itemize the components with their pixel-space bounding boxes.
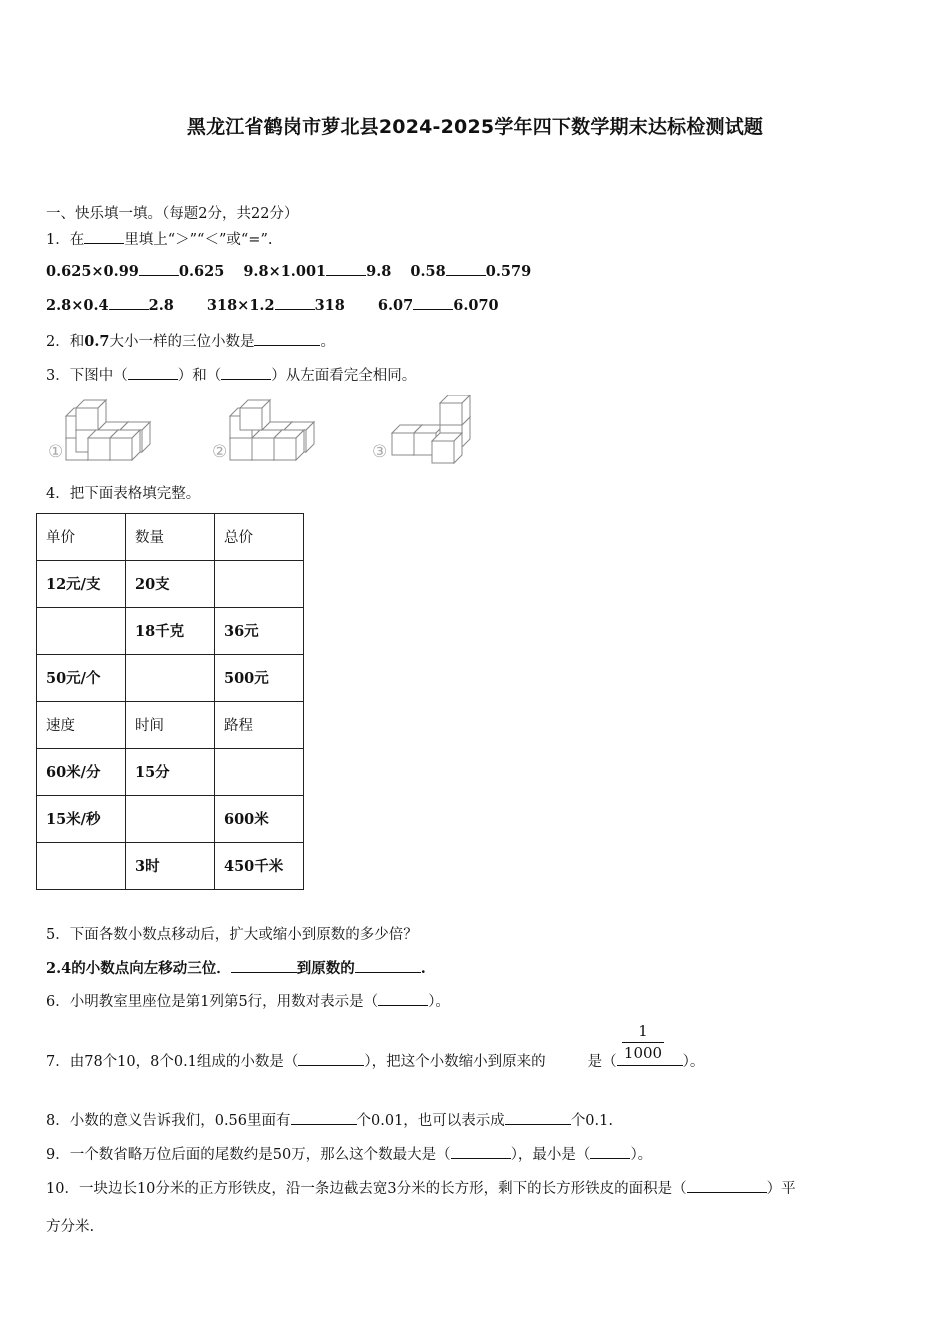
- table-cell: 3时: [126, 843, 215, 890]
- table-cell[interactable]: [37, 608, 126, 655]
- figure-2: [212, 400, 314, 462]
- section-heading: 一、快乐填一填。（每题2分，共22分）: [46, 206, 299, 222]
- table-cell: 18千克: [126, 608, 215, 655]
- question-7: 7．由78个10，8个0.1组成的小数是（ ），把这个小数缩小到原来的 是（ ）。: [46, 1054, 705, 1070]
- table-row: [37, 749, 304, 796]
- answer-blank[interactable]: [84, 230, 124, 244]
- answer-blank[interactable]: [355, 959, 421, 973]
- answer-blank[interactable]: [451, 1145, 511, 1159]
- answer-blank[interactable]: [687, 1179, 767, 1193]
- table-cell: 60米/分: [37, 749, 126, 796]
- question-10-cont: 方分米.: [46, 1219, 95, 1235]
- table-cell[interactable]: [126, 655, 215, 702]
- table-row: [37, 608, 304, 655]
- question-6: 6．小明教室里座位是第1列第5行，用数对表示是（ ）。: [46, 994, 450, 1010]
- table-cell: 数量: [126, 514, 215, 561]
- answer-blank[interactable]: [446, 262, 486, 276]
- figure-3: [372, 395, 470, 463]
- cube-figures: [40, 395, 490, 465]
- table-cell[interactable]: [37, 843, 126, 890]
- answer-blank[interactable]: [590, 1145, 630, 1159]
- answer-blank[interactable]: [378, 992, 428, 1006]
- table-cell: 单价: [37, 514, 126, 561]
- question-8: 8．小数的意义告诉我们，0.56里面有 个0.01，也可以表示成 个0.1.: [46, 1113, 613, 1129]
- answer-blank[interactable]: [291, 1111, 357, 1125]
- figure-1: [48, 400, 150, 462]
- table-cell: 50元/个: [37, 655, 126, 702]
- table-cell: 500元: [215, 655, 304, 702]
- question-5-part: 2.4的小数点向左移动三位． 到原数的 .: [46, 960, 426, 977]
- table-cell[interactable]: [215, 749, 304, 796]
- figure-label: ①: [48, 442, 64, 462]
- table-cell: 总价: [215, 514, 304, 561]
- fill-table: [36, 513, 304, 890]
- table-cell: 15米/秒: [37, 796, 126, 843]
- table-row: [37, 796, 304, 843]
- answer-blank[interactable]: [505, 1111, 571, 1125]
- compare-row-1: 0.625×0.99 0.625 9.8×1.001 9.8 0.58 0.579: [46, 263, 532, 280]
- compare-row-2: 2.8×0.4 2.8 318×1.2 318 6.07 6.070: [46, 297, 499, 314]
- answer-blank[interactable]: [254, 332, 320, 346]
- page-title: 黑龙江省鹤岗市萝北县2024-2025学年四下数学期末达标检测试题: [186, 116, 764, 138]
- table-cell: 450千米: [215, 843, 304, 890]
- question-4: 4．把下面表格填完整。: [46, 486, 201, 502]
- figure-label: ②: [212, 442, 228, 462]
- table-cell: 12元/支: [37, 561, 126, 608]
- answer-blank[interactable]: [275, 296, 315, 310]
- question-3: 3．下图中（ ）和（ ）从左面看完全相同。: [46, 368, 417, 384]
- table-row: [37, 514, 304, 561]
- answer-blank[interactable]: [139, 262, 179, 276]
- fraction-denominator: 1000: [623, 1044, 663, 1062]
- answer-blank[interactable]: [128, 366, 178, 380]
- answer-blank[interactable]: [298, 1052, 364, 1066]
- fraction-numerator: 1: [638, 1022, 648, 1040]
- fraction: [622, 1024, 664, 1061]
- question-10: 10．一块边长10分米的正方形铁皮，沿一条边截去宽3分米的长方形，剩下的长方形铁皮的面积是（ ）平: [46, 1181, 796, 1197]
- table-cell: 20支: [126, 561, 215, 608]
- answer-blank[interactable]: [413, 296, 453, 310]
- table-cell: 15分: [126, 749, 215, 796]
- table-cell: 速度: [37, 702, 126, 749]
- answer-blank[interactable]: [221, 366, 271, 380]
- figure-label: ③: [372, 442, 388, 462]
- question-1: 1．在 里填上“＞”“＜”或“=”.: [46, 232, 273, 248]
- table-cell[interactable]: [126, 796, 215, 843]
- answer-blank[interactable]: [231, 959, 297, 973]
- table-row: [37, 843, 304, 890]
- table-row: [37, 655, 304, 702]
- table-cell: 路程: [215, 702, 304, 749]
- question-2: 2．和0.7大小一样的三位小数是 。: [46, 333, 335, 350]
- answer-blank[interactable]: [109, 296, 149, 310]
- question-5: 5．下面各数小数点移动后，扩大或缩小到原数的多少倍？: [46, 927, 418, 943]
- question-9: 9．一个数省略万位后面的尾数约是50万，那么这个数最大是（ ），最小是（ ）。: [46, 1147, 653, 1163]
- table-row: [37, 561, 304, 608]
- table-cell[interactable]: [215, 561, 304, 608]
- table-row: [37, 702, 304, 749]
- table-cell: 600米: [215, 796, 304, 843]
- table-cell: 时间: [126, 702, 215, 749]
- answer-blank[interactable]: [326, 262, 366, 276]
- table-cell: 36元: [215, 608, 304, 655]
